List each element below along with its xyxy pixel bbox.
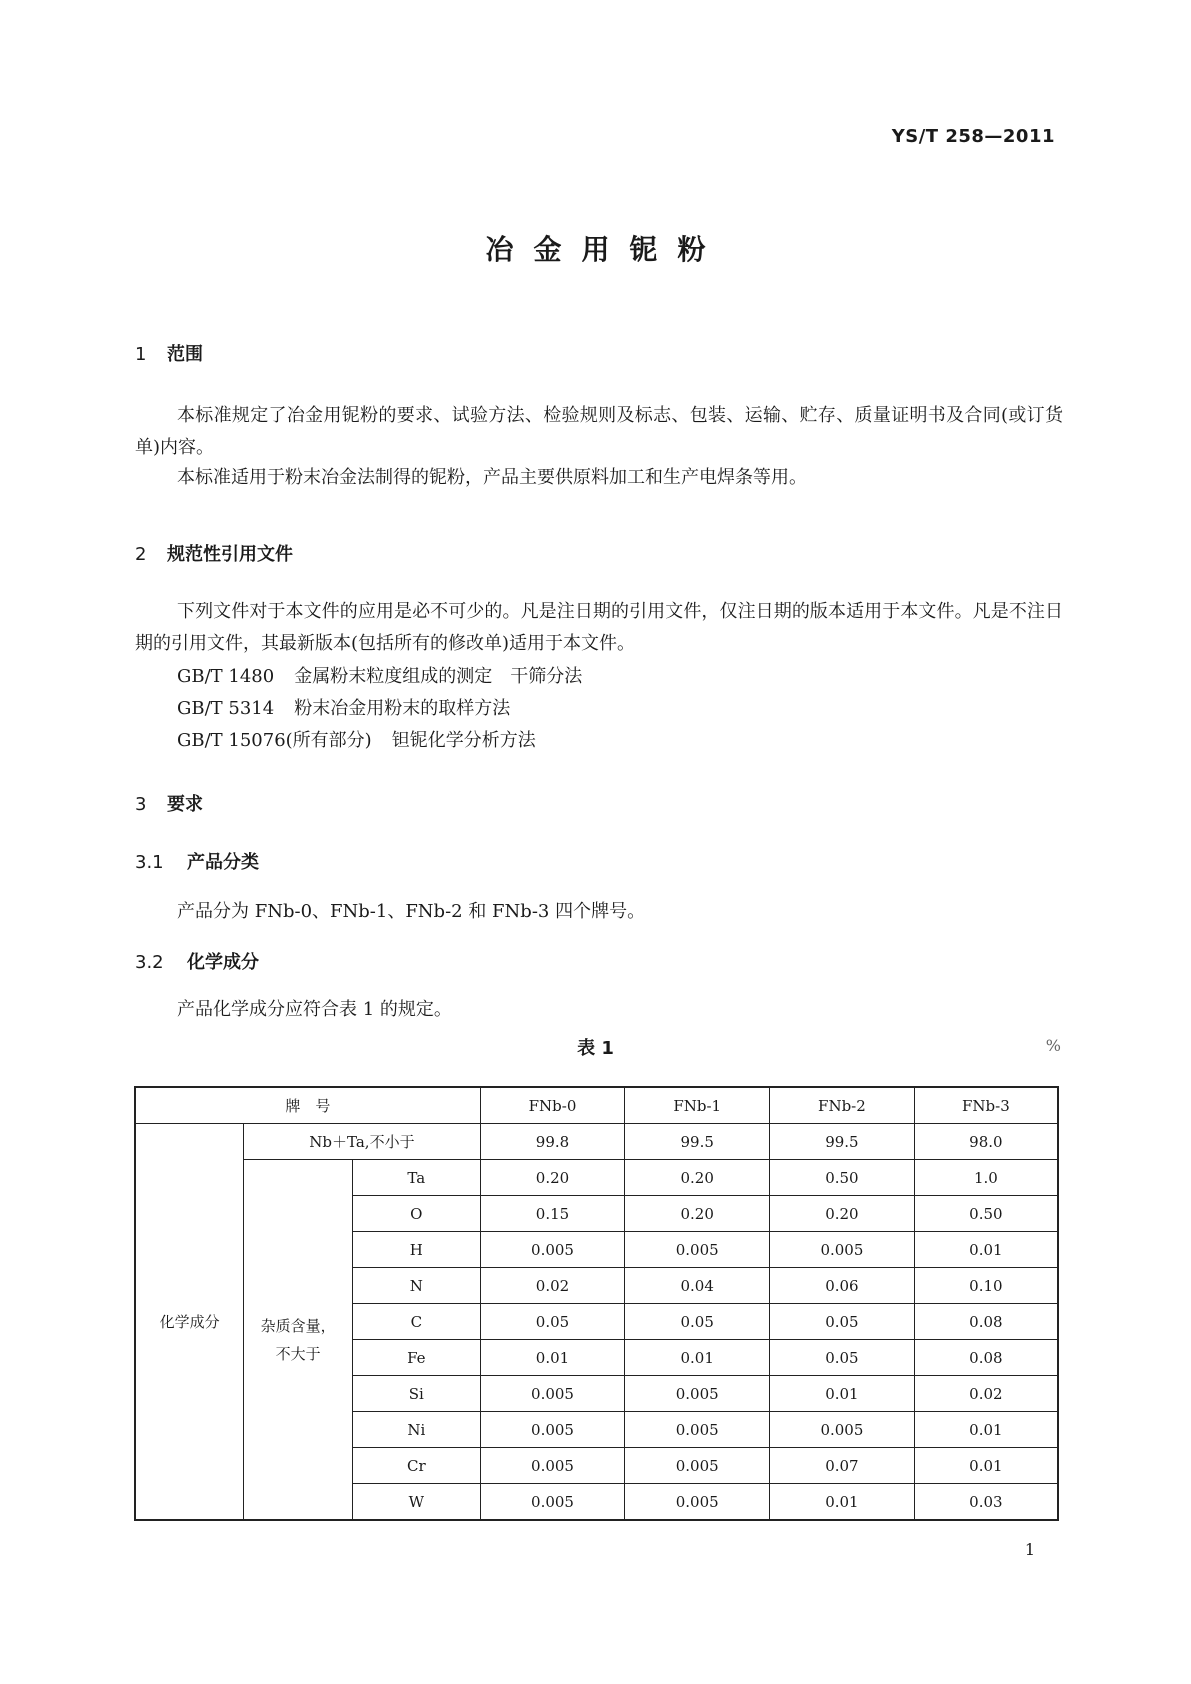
reference-code: GB/T 1480: [177, 666, 275, 687]
table-cell: 0.05: [770, 1340, 915, 1376]
table-cell: 0.005: [625, 1412, 770, 1448]
table-cell: 98.0: [914, 1124, 1058, 1160]
table-row: [135, 1124, 1058, 1160]
table-cell: 99.5: [625, 1124, 770, 1160]
element-label: C: [352, 1304, 480, 1340]
table-cell: 0.01: [770, 1376, 915, 1412]
table-cell: 0.005: [770, 1232, 915, 1268]
section-1-heading: [135, 340, 203, 366]
header-grade: FNb-0: [480, 1087, 625, 1124]
element-label: N: [352, 1268, 480, 1304]
reference-code: GB/T 15076(所有部分): [177, 730, 372, 751]
table-cell: 0.20: [480, 1160, 625, 1196]
impurity-label-line: 杂质含量，: [260, 1316, 336, 1335]
impurity-label: [244, 1160, 353, 1521]
header-grade: FNb-1: [625, 1087, 770, 1124]
element-label: W: [352, 1484, 480, 1521]
table-cell: 0.005: [770, 1412, 915, 1448]
table-cell: 0.01: [770, 1484, 915, 1521]
header-grade-label: 牌 号: [135, 1087, 480, 1124]
table-cell: 0.005: [625, 1448, 770, 1484]
element-label: Fe: [352, 1340, 480, 1376]
table-cell: 0.01: [914, 1232, 1058, 1268]
table-cell: 0.15: [480, 1196, 625, 1232]
section-1-paragraph-2: 本标准适用于粉末冶金法制得的铌粉，产品主要供原料加工和生产电焊条等用。: [177, 467, 807, 488]
reference-item: [177, 662, 582, 688]
section-3-2-paragraph: 产品化学成分应符合表 1 的规定。: [177, 999, 452, 1020]
table-cell: 0.005: [480, 1412, 625, 1448]
table-cell: 0.01: [914, 1448, 1058, 1484]
element-label: Cr: [352, 1448, 480, 1484]
section-2-heading: [135, 540, 293, 566]
table-title: 表 1: [577, 1038, 614, 1059]
page-number: 1: [1024, 1540, 1035, 1559]
row-label: Nb＋Ta,不小于: [244, 1124, 480, 1160]
reference-item: [177, 694, 510, 720]
section-3-heading: [135, 790, 203, 816]
table-cell: 0.005: [480, 1376, 625, 1412]
table-cell: 0.04: [625, 1268, 770, 1304]
table-unit: %: [1045, 1036, 1061, 1055]
table-cell: 0.20: [625, 1160, 770, 1196]
table-cell: 0.08: [914, 1304, 1058, 1340]
table-cell: 0.05: [770, 1304, 915, 1340]
section-2-paragraph-1: 下列文件对于本文件的应用是必不可少的。凡是注日期的引用文件，仅注日期的版本适用于本文件。凡是不注日期的引用文件，其最新版本(包括所有的修改单)适用于本文件。: [135, 601, 1063, 654]
element-label: O: [352, 1196, 480, 1232]
table-cell: 99.8: [480, 1124, 625, 1160]
section-number: 1: [135, 344, 147, 365]
section-title: 要求: [167, 794, 203, 815]
section-title: 范围: [167, 344, 203, 365]
section-3-1-heading: [135, 848, 259, 874]
header-grade: FNb-2: [770, 1087, 915, 1124]
table-cell: 0.01: [914, 1412, 1058, 1448]
table-header-row: [135, 1087, 1058, 1124]
composition-table: [134, 1086, 1059, 1521]
section-number: 3.2: [135, 952, 164, 973]
reference-name: 金属粉末粒度组成的测定 干筛分法: [294, 666, 583, 687]
table-cell: 0.02: [480, 1268, 625, 1304]
table-cell: 0.06: [770, 1268, 915, 1304]
table-cell: 0.005: [625, 1376, 770, 1412]
table-cell: 0.005: [625, 1484, 770, 1521]
section-number: 3: [135, 794, 147, 815]
impurity-label-line: 不大于: [275, 1344, 321, 1363]
document-title: 冶金用铌粉: [485, 233, 726, 266]
section-title: 规范性引用文件: [167, 544, 293, 565]
table-cell: 0.07: [770, 1448, 915, 1484]
section-number: 2: [135, 544, 147, 565]
element-label: H: [352, 1232, 480, 1268]
element-label: Ta: [352, 1160, 480, 1196]
table-cell: 0.03: [914, 1484, 1058, 1521]
section-3-1-paragraph: 产品分为 FNb-0、FNb-1、FNb-2 和 FNb-3 四个牌号。: [177, 901, 646, 922]
table-row: [135, 1160, 1058, 1196]
section-title: 化学成分: [187, 952, 259, 973]
table-cell: 0.005: [480, 1448, 625, 1484]
table-cell: 99.5: [770, 1124, 915, 1160]
element-label: Si: [352, 1376, 480, 1412]
section-1-paragraph-1: 本标准规定了冶金用铌粉的要求、试验方法、检验规则及标志、包装、运输、贮存、质量证明书及合同(或订货单)内容。: [135, 405, 1063, 458]
table-cell: 0.20: [770, 1196, 915, 1232]
table-cell: 0.005: [480, 1232, 625, 1268]
table-cell: 1.0: [914, 1160, 1058, 1196]
table-cell: 0.50: [770, 1160, 915, 1196]
reference-name: 钽铌化学分析方法: [391, 730, 536, 751]
reference-item: [177, 726, 536, 752]
table-cell: 0.20: [625, 1196, 770, 1232]
table-cell: 0.08: [914, 1340, 1058, 1376]
section-title: 产品分类: [187, 852, 259, 873]
table-cell: 0.05: [480, 1304, 625, 1340]
table-cell: 0.02: [914, 1376, 1058, 1412]
table-cell: 0.10: [914, 1268, 1058, 1304]
standard-code: YS/T 258—2011: [891, 126, 1055, 147]
table-cell: 0.01: [480, 1340, 625, 1376]
table-cell: 0.005: [480, 1484, 625, 1521]
group-label: 化学成分: [135, 1124, 244, 1521]
table-cell: 0.50: [914, 1196, 1058, 1232]
reference-code: GB/T 5314: [177, 698, 275, 719]
table-cell: 0.005: [625, 1232, 770, 1268]
section-3-2-heading: [135, 948, 259, 974]
table-cell: 0.01: [625, 1340, 770, 1376]
reference-name: 粉末冶金用粉末的取样方法: [294, 698, 511, 719]
element-label: Ni: [352, 1412, 480, 1448]
section-number: 3.1: [135, 852, 164, 873]
table-cell: 0.05: [625, 1304, 770, 1340]
header-grade: FNb-3: [914, 1087, 1058, 1124]
